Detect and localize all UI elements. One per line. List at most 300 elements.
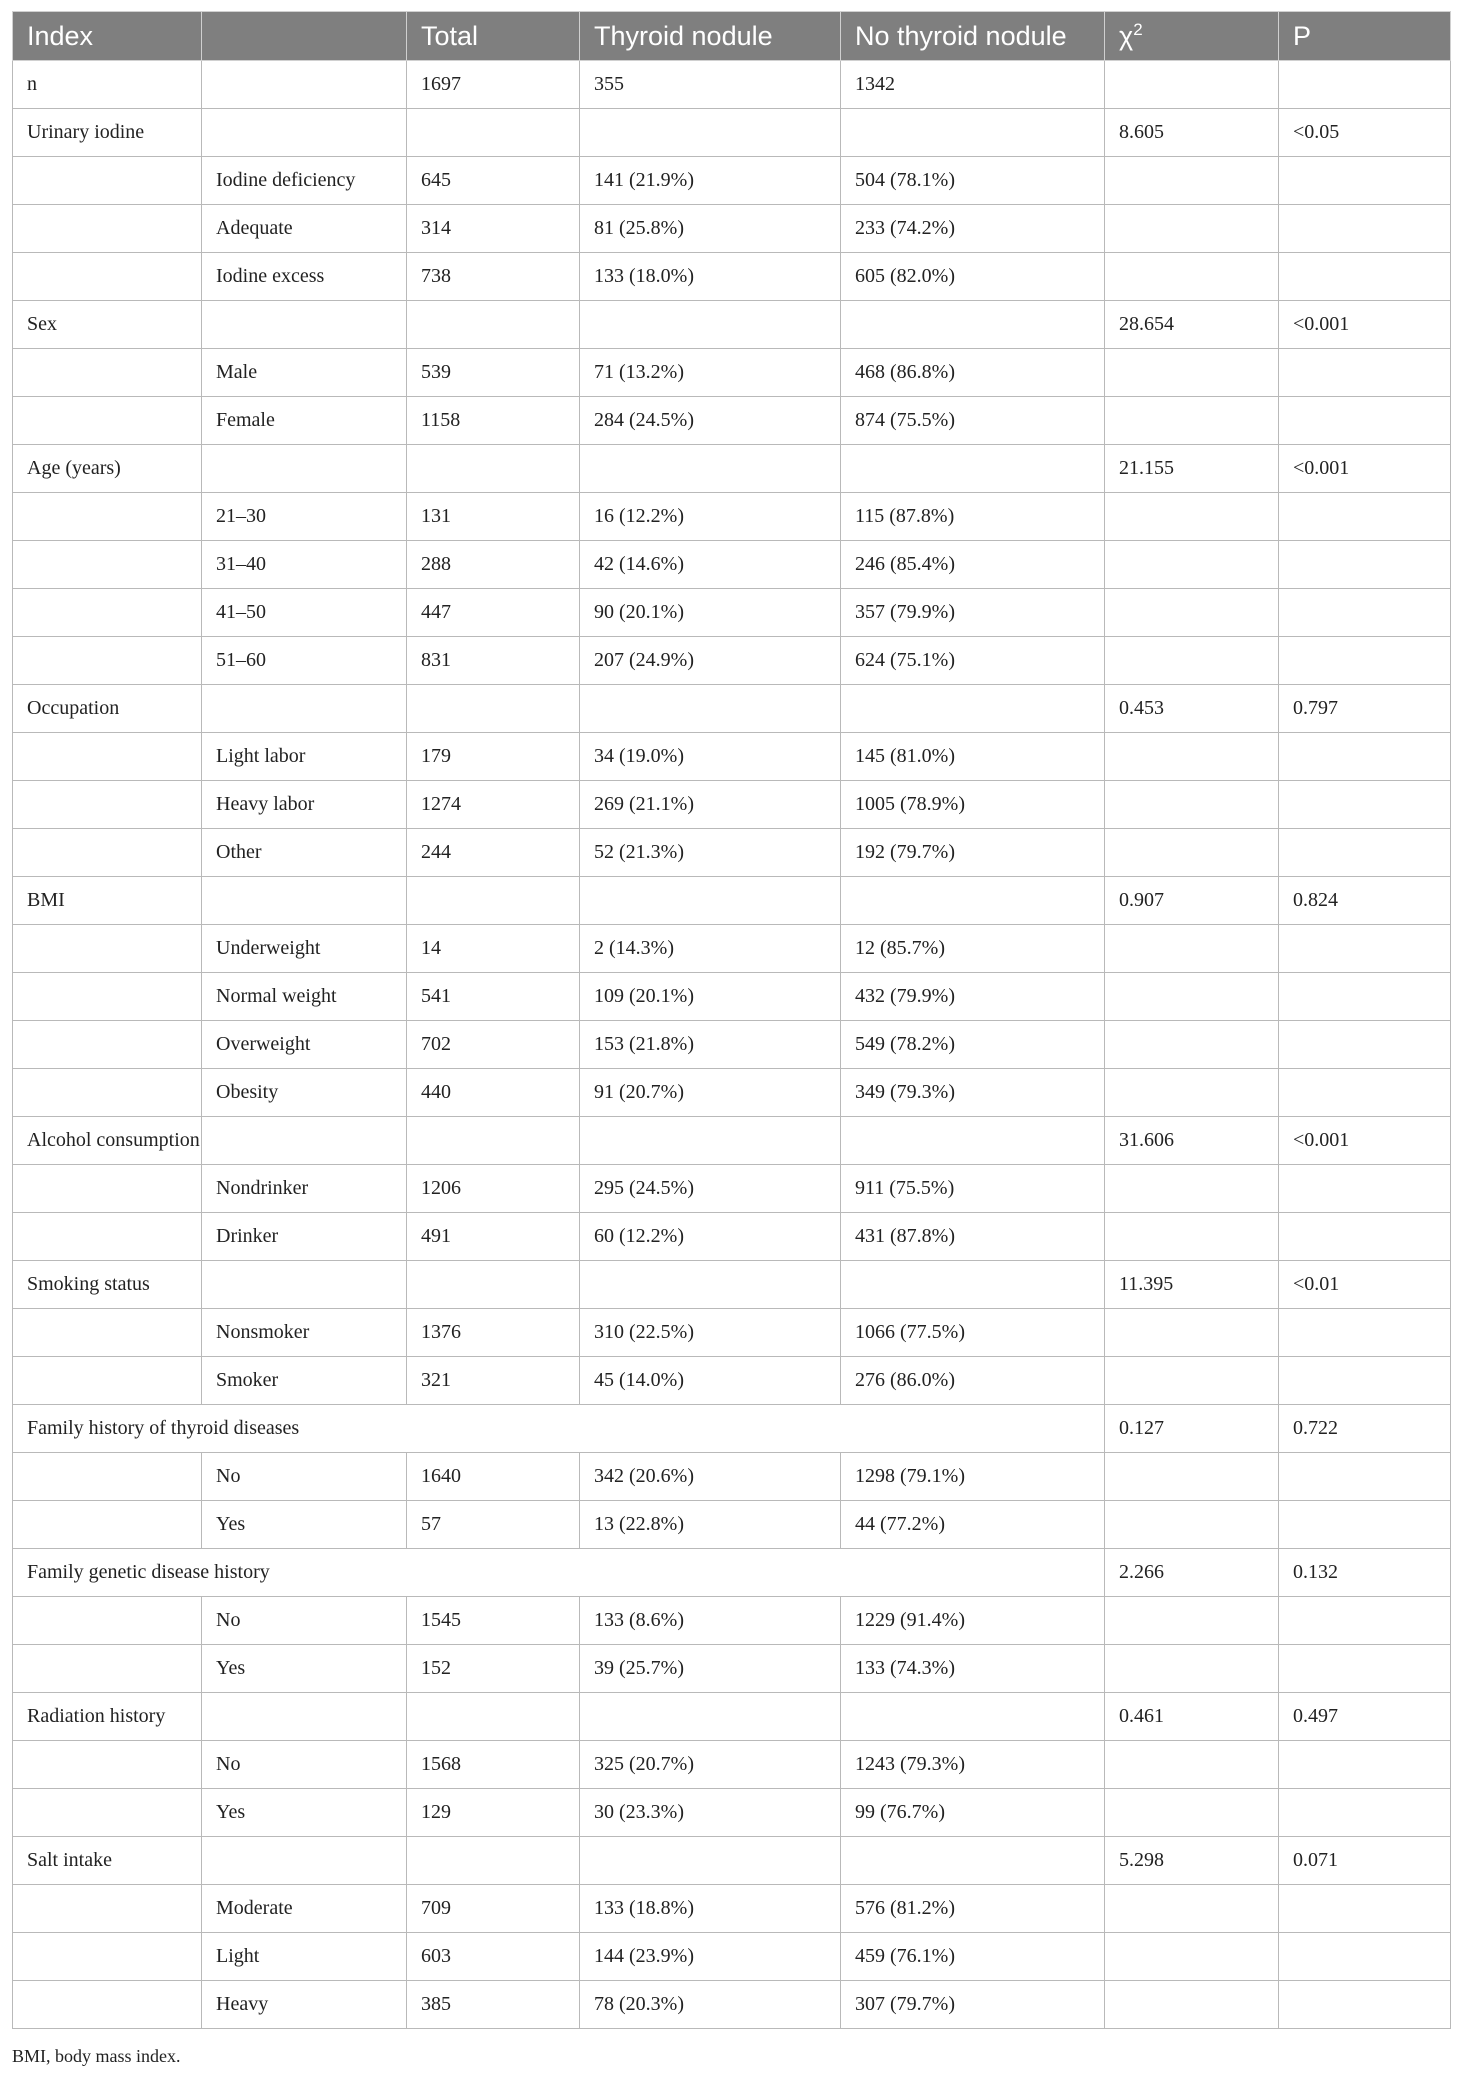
subcategory-row	[13, 1789, 1451, 1837]
empty-cell	[13, 1165, 202, 1213]
p-value: <0.01	[1279, 1261, 1451, 1309]
total-value: 57	[407, 1501, 580, 1549]
empty-cell	[580, 1261, 841, 1309]
empty-cell	[13, 1741, 202, 1789]
total-value: 14	[407, 925, 580, 973]
empty-cell	[13, 973, 202, 1021]
total-value: 645	[407, 157, 580, 205]
no-nodule-value: 624 (75.1%)	[841, 637, 1105, 685]
empty-cell	[1105, 1981, 1279, 2029]
empty-cell	[841, 445, 1105, 493]
no-nodule-value: 1229 (91.4%)	[841, 1597, 1105, 1645]
empty-cell	[1279, 973, 1451, 1021]
subcategory-row	[13, 1933, 1451, 1981]
total-value: 541	[407, 973, 580, 1021]
empty-cell	[202, 685, 407, 733]
nodule-value: 16 (12.2%)	[580, 493, 841, 541]
nodule-value: 45 (14.0%)	[580, 1357, 841, 1405]
group-row	[13, 1117, 1451, 1165]
empty-cell	[1105, 1885, 1279, 1933]
chi-square-value: 0.127	[1105, 1405, 1279, 1453]
group-row	[13, 445, 1451, 493]
no-nodule-value: 246 (85.4%)	[841, 541, 1105, 589]
group-label: BMI	[13, 877, 202, 925]
no-nodule-value: 115 (87.8%)	[841, 493, 1105, 541]
group-row	[13, 877, 1451, 925]
empty-cell	[13, 1357, 202, 1405]
group-row	[13, 1837, 1451, 1885]
empty-cell	[407, 1837, 580, 1885]
subcategory-row	[13, 1021, 1451, 1069]
empty-cell	[1105, 925, 1279, 973]
empty-cell	[1279, 1741, 1451, 1789]
nodule-value: 269 (21.1%)	[580, 781, 841, 829]
empty-cell	[841, 109, 1105, 157]
nodule-value: 71 (13.2%)	[580, 349, 841, 397]
chi-square-value: 5.298	[1105, 1837, 1279, 1885]
empty-cell	[841, 1693, 1105, 1741]
empty-cell	[1279, 637, 1451, 685]
subcategory-row	[13, 973, 1451, 1021]
chi-square-value: 11.395	[1105, 1261, 1279, 1309]
total-value: 702	[407, 1021, 580, 1069]
empty-cell	[1279, 925, 1451, 973]
empty-cell	[1279, 205, 1451, 253]
empty-cell	[1279, 781, 1451, 829]
total-value: 129	[407, 1789, 580, 1837]
nodule-value: 52 (21.3%)	[580, 829, 841, 877]
no-nodule-value: 349 (79.3%)	[841, 1069, 1105, 1117]
empty-cell	[13, 541, 202, 589]
empty-cell	[13, 157, 202, 205]
nodule-value: 295 (24.5%)	[580, 1165, 841, 1213]
empty-cell	[202, 301, 407, 349]
subcategory-row	[13, 781, 1451, 829]
empty-cell	[13, 493, 202, 541]
nodule-value: 34 (19.0%)	[580, 733, 841, 781]
subcategory-row	[13, 589, 1451, 637]
empty-cell	[580, 877, 841, 925]
subcategory-label: Drinker	[202, 1213, 407, 1261]
row-label: n	[13, 61, 202, 109]
data-table	[12, 11, 1451, 2029]
total-value: 152	[407, 1645, 580, 1693]
nodule-value: 141 (21.9%)	[580, 157, 841, 205]
empty-cell	[1279, 1021, 1451, 1069]
empty-cell	[407, 301, 580, 349]
total-value: 179	[407, 733, 580, 781]
subcategory-label: Yes	[202, 1645, 407, 1693]
empty-cell	[1279, 1645, 1451, 1693]
group-label: Family genetic disease history	[13, 1549, 1105, 1597]
no-nodule-value: 605 (82.0%)	[841, 253, 1105, 301]
empty-cell	[1105, 157, 1279, 205]
empty-cell	[580, 109, 841, 157]
header-p-value: P	[1279, 12, 1451, 61]
header-no-thyroid-nodule: No thyroid nodule	[841, 12, 1105, 61]
subcategory-label: 31–40	[202, 541, 407, 589]
empty-cell	[1105, 1069, 1279, 1117]
empty-cell	[580, 301, 841, 349]
empty-cell	[13, 1501, 202, 1549]
empty-cell	[13, 829, 202, 877]
no-nodule-value: 431 (87.8%)	[841, 1213, 1105, 1261]
empty-cell	[407, 1117, 580, 1165]
p-value: <0.05	[1279, 109, 1451, 157]
empty-cell	[1279, 157, 1451, 205]
subcategory-row	[13, 541, 1451, 589]
chi-square-value	[1105, 61, 1279, 109]
group-row	[13, 1405, 1451, 1453]
empty-cell	[13, 733, 202, 781]
empty-cell	[1279, 253, 1451, 301]
subcategory-row	[13, 157, 1451, 205]
empty-cell	[841, 1837, 1105, 1885]
empty-cell	[1105, 1213, 1279, 1261]
p-value: 0.722	[1279, 1405, 1451, 1453]
no-nodule-value: 307 (79.7%)	[841, 1981, 1105, 2029]
subcategory-label: Normal weight	[202, 973, 407, 1021]
empty-cell	[1279, 829, 1451, 877]
empty-cell	[580, 445, 841, 493]
p-value	[1279, 61, 1451, 109]
nodule-value: 39 (25.7%)	[580, 1645, 841, 1693]
empty-cell	[1105, 1789, 1279, 1837]
nodule-value: 13 (22.8%)	[580, 1501, 841, 1549]
empty-cell	[1279, 1165, 1451, 1213]
group-label: Age (years)	[13, 445, 202, 493]
total-value: 1274	[407, 781, 580, 829]
subcategory-label: Male	[202, 349, 407, 397]
empty-cell	[1279, 397, 1451, 445]
empty-cell	[407, 445, 580, 493]
total-value: 447	[407, 589, 580, 637]
empty-cell	[1279, 349, 1451, 397]
subcategory-label: No	[202, 1741, 407, 1789]
subcategory-label: Nonsmoker	[202, 1309, 407, 1357]
total-value: 709	[407, 1885, 580, 1933]
subcategory-row	[13, 1597, 1451, 1645]
group-label: Occupation	[13, 685, 202, 733]
total-value: 321	[407, 1357, 580, 1405]
no-nodule-value: 1342	[841, 61, 1105, 109]
no-nodule-value: 1005 (78.9%)	[841, 781, 1105, 829]
nodule-value: 90 (20.1%)	[580, 589, 841, 637]
empty-cell	[1105, 253, 1279, 301]
chi-square-value: 0.461	[1105, 1693, 1279, 1741]
subcategory-row	[13, 1645, 1451, 1693]
p-value: 0.071	[1279, 1837, 1451, 1885]
subcategory-label: Heavy	[202, 1981, 407, 2029]
subcategory-label: Other	[202, 829, 407, 877]
no-nodule-value: 911 (75.5%)	[841, 1165, 1105, 1213]
empty-cell	[407, 1693, 580, 1741]
subcategory-row	[13, 349, 1451, 397]
total-value: 603	[407, 1933, 580, 1981]
group-label: Alcohol consumption	[13, 1117, 202, 1165]
total-value: 1545	[407, 1597, 580, 1645]
total-value: 288	[407, 541, 580, 589]
empty-cell	[13, 1069, 202, 1117]
nodule-value: 310 (22.5%)	[580, 1309, 841, 1357]
empty-cell	[580, 1693, 841, 1741]
nodule-value: 207 (24.9%)	[580, 637, 841, 685]
group-row	[13, 1549, 1451, 1597]
table-footnote: BMI, body mass index.	[12, 2046, 181, 2066]
empty-cell	[202, 61, 407, 109]
empty-cell	[13, 205, 202, 253]
empty-cell	[407, 1261, 580, 1309]
subcategory-label: Yes	[202, 1501, 407, 1549]
empty-cell	[1105, 1597, 1279, 1645]
no-nodule-value: 874 (75.5%)	[841, 397, 1105, 445]
nodule-value: 60 (12.2%)	[580, 1213, 841, 1261]
empty-cell	[1105, 589, 1279, 637]
empty-cell	[202, 1837, 407, 1885]
chi-square-value: 21.155	[1105, 445, 1279, 493]
empty-cell	[13, 1981, 202, 2029]
subcategory-row	[13, 1741, 1451, 1789]
header-row	[13, 12, 1451, 61]
total-value: 831	[407, 637, 580, 685]
empty-cell	[1279, 1309, 1451, 1357]
subcategory-row	[13, 637, 1451, 685]
empty-cell	[1279, 1357, 1451, 1405]
no-nodule-value: 276 (86.0%)	[841, 1357, 1105, 1405]
chi-square-value: 0.907	[1105, 877, 1279, 925]
total-value: 491	[407, 1213, 580, 1261]
empty-cell	[13, 397, 202, 445]
chi-symbol: χ	[1119, 21, 1134, 51]
empty-cell	[13, 253, 202, 301]
empty-cell	[1105, 541, 1279, 589]
subcategory-row	[13, 925, 1451, 973]
nodule-value: 342 (20.6%)	[580, 1453, 841, 1501]
total-value: 738	[407, 253, 580, 301]
empty-cell	[13, 637, 202, 685]
empty-cell	[1279, 1597, 1451, 1645]
chi-square-value: 31.606	[1105, 1117, 1279, 1165]
group-label: Smoking status	[13, 1261, 202, 1309]
p-value: 0.132	[1279, 1549, 1451, 1597]
empty-cell	[1105, 1309, 1279, 1357]
empty-cell	[13, 1597, 202, 1645]
group-label: Family history of thyroid diseases	[13, 1405, 1105, 1453]
header-thyroid-nodule: Thyroid nodule	[580, 12, 841, 61]
header-total: Total	[407, 12, 580, 61]
no-nodule-value: 459 (76.1%)	[841, 1933, 1105, 1981]
subcategory-row	[13, 829, 1451, 877]
subcategory-row	[13, 253, 1451, 301]
empty-cell	[202, 1693, 407, 1741]
empty-cell	[13, 1309, 202, 1357]
no-nodule-value: 504 (78.1%)	[841, 157, 1105, 205]
empty-cell	[1279, 493, 1451, 541]
subcategory-row	[13, 1981, 1451, 2029]
empty-cell	[13, 1933, 202, 1981]
subcategory-label: 51–60	[202, 637, 407, 685]
nodule-value: 133 (8.6%)	[580, 1597, 841, 1645]
empty-cell	[13, 589, 202, 637]
empty-cell	[13, 1885, 202, 1933]
empty-cell	[1105, 205, 1279, 253]
empty-cell	[1279, 1069, 1451, 1117]
empty-cell	[202, 109, 407, 157]
total-value: 385	[407, 1981, 580, 2029]
empty-cell	[1105, 637, 1279, 685]
total-value: 1158	[407, 397, 580, 445]
group-label: Salt intake	[13, 1837, 202, 1885]
no-nodule-value: 432 (79.9%)	[841, 973, 1105, 1021]
group-row	[13, 1261, 1451, 1309]
no-nodule-value: 44 (77.2%)	[841, 1501, 1105, 1549]
group-label: Sex	[13, 301, 202, 349]
empty-cell	[13, 1021, 202, 1069]
empty-cell	[202, 1261, 407, 1309]
nodule-value: 133 (18.8%)	[580, 1885, 841, 1933]
total-value: 1376	[407, 1309, 580, 1357]
empty-cell	[841, 877, 1105, 925]
no-nodule-value: 576 (81.2%)	[841, 1885, 1105, 1933]
subcategory-label: Iodine excess	[202, 253, 407, 301]
empty-cell	[1279, 1789, 1451, 1837]
subcategory-row	[13, 1213, 1451, 1261]
empty-cell	[202, 445, 407, 493]
empty-cell	[580, 1837, 841, 1885]
no-nodule-value: 12 (85.7%)	[841, 925, 1105, 973]
no-nodule-value: 549 (78.2%)	[841, 1021, 1105, 1069]
total-value: 314	[407, 205, 580, 253]
header-index: Index	[13, 12, 202, 61]
total-value: 1640	[407, 1453, 580, 1501]
subcategory-label: Light labor	[202, 733, 407, 781]
empty-cell	[1105, 1165, 1279, 1213]
p-value: 0.797	[1279, 685, 1451, 733]
nodule-value: 144 (23.9%)	[580, 1933, 841, 1981]
subcategory-label: No	[202, 1453, 407, 1501]
subcategory-row	[13, 1885, 1451, 1933]
subcategory-row	[13, 1501, 1451, 1549]
subcategory-row	[13, 1453, 1451, 1501]
empty-cell	[1279, 1501, 1451, 1549]
empty-cell	[407, 685, 580, 733]
empty-cell	[1105, 1021, 1279, 1069]
empty-cell	[1279, 589, 1451, 637]
chi-superscript: 2	[1133, 20, 1143, 39]
empty-cell	[1105, 829, 1279, 877]
p-value: <0.001	[1279, 301, 1451, 349]
empty-cell	[841, 1261, 1105, 1309]
subcategory-label: Smoker	[202, 1357, 407, 1405]
empty-cell	[1105, 1501, 1279, 1549]
empty-cell	[841, 301, 1105, 349]
empty-cell	[1279, 733, 1451, 781]
nodule-value: 78 (20.3%)	[580, 1981, 841, 2029]
total-value: 244	[407, 829, 580, 877]
empty-cell	[1105, 349, 1279, 397]
subcategory-label: Obesity	[202, 1069, 407, 1117]
subcategory-label: Overweight	[202, 1021, 407, 1069]
p-value: 0.497	[1279, 1693, 1451, 1741]
total-value: 1206	[407, 1165, 580, 1213]
empty-cell	[1105, 781, 1279, 829]
no-nodule-value: 99 (76.7%)	[841, 1789, 1105, 1837]
empty-cell	[202, 1117, 407, 1165]
empty-cell	[1105, 397, 1279, 445]
no-nodule-value: 133 (74.3%)	[841, 1645, 1105, 1693]
empty-cell	[1105, 1645, 1279, 1693]
nodule-value: 30 (23.3%)	[580, 1789, 841, 1837]
subcategory-label: 41–50	[202, 589, 407, 637]
subcategory-row	[13, 733, 1451, 781]
empty-cell	[407, 877, 580, 925]
nodule-value: 284 (24.5%)	[580, 397, 841, 445]
table-body	[13, 61, 1451, 2029]
subcategory-label: Iodine deficiency	[202, 157, 407, 205]
subcategory-row	[13, 1357, 1451, 1405]
group-label: Radiation history	[13, 1693, 202, 1741]
nodule-value: 133 (18.0%)	[580, 253, 841, 301]
empty-cell	[13, 349, 202, 397]
empty-cell	[13, 781, 202, 829]
subcategory-label: Female	[202, 397, 407, 445]
empty-cell	[580, 685, 841, 733]
group-row	[13, 109, 1451, 157]
header-subcategory	[202, 12, 407, 61]
chi-square-value: 2.266	[1105, 1549, 1279, 1597]
no-nodule-value: 1243 (79.3%)	[841, 1741, 1105, 1789]
total-value: 539	[407, 349, 580, 397]
subcategory-label: 21–30	[202, 493, 407, 541]
empty-cell	[1279, 541, 1451, 589]
nodule-value: 355	[580, 61, 841, 109]
subcategory-row	[13, 205, 1451, 253]
group-row	[13, 1693, 1451, 1741]
empty-cell	[1105, 973, 1279, 1021]
subcategory-label: Heavy labor	[202, 781, 407, 829]
empty-cell	[1279, 1981, 1451, 2029]
subcategory-row	[13, 493, 1451, 541]
p-value: <0.001	[1279, 445, 1451, 493]
empty-cell	[202, 877, 407, 925]
p-value: 0.824	[1279, 877, 1451, 925]
chi-square-value: 28.654	[1105, 301, 1279, 349]
empty-cell	[1279, 1885, 1451, 1933]
empty-cell	[1105, 733, 1279, 781]
nodule-value: 91 (20.7%)	[580, 1069, 841, 1117]
nodule-value: 109 (20.1%)	[580, 973, 841, 1021]
subcategory-label: No	[202, 1597, 407, 1645]
subcategory-label: Underweight	[202, 925, 407, 973]
empty-cell	[1105, 1741, 1279, 1789]
total-value: 1568	[407, 1741, 580, 1789]
chi-square-value: 8.605	[1105, 109, 1279, 157]
empty-cell	[13, 925, 202, 973]
subcategory-row	[13, 1069, 1451, 1117]
no-nodule-value: 468 (86.8%)	[841, 349, 1105, 397]
subcategory-label: Light	[202, 1933, 407, 1981]
nodule-value: 325 (20.7%)	[580, 1741, 841, 1789]
total-value: 131	[407, 493, 580, 541]
subcategory-row	[13, 1165, 1451, 1213]
empty-cell	[1105, 493, 1279, 541]
subcategory-row	[13, 1309, 1451, 1357]
no-nodule-value: 1066 (77.5%)	[841, 1309, 1105, 1357]
subcategory-label: Yes	[202, 1789, 407, 1837]
sample-size-row	[13, 61, 1451, 109]
nodule-value: 153 (21.8%)	[580, 1021, 841, 1069]
header-chi-square	[1105, 12, 1279, 61]
